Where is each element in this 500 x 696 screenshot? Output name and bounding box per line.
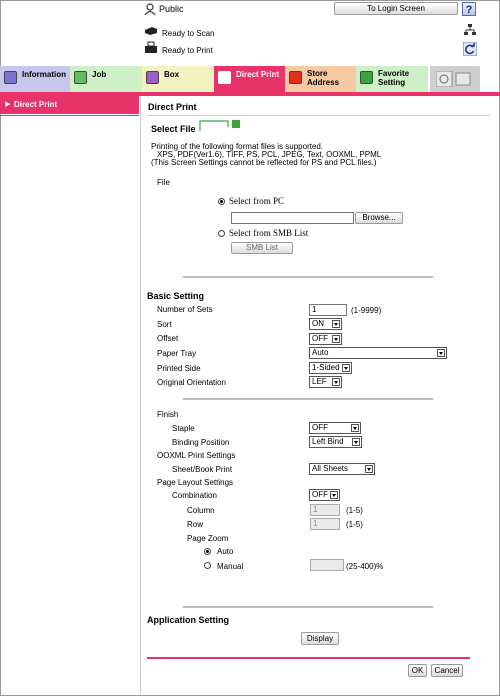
sidebar-arrow-icon: ▶ (5, 101, 11, 108)
select-file-heading: Select File (151, 124, 196, 134)
direct-print-icon (218, 71, 231, 84)
job-icon (74, 71, 87, 84)
column-input[interactable]: 1 (310, 504, 340, 516)
user-icon (144, 3, 156, 15)
sort-label: Sort (157, 320, 172, 329)
zoom-range: (25-400)% (346, 562, 384, 571)
vertical-divider (140, 96, 141, 694)
refresh-icon[interactable] (463, 42, 477, 56)
printed-side-label: Printed Side (157, 364, 201, 373)
device-icons (436, 71, 472, 87)
section-separator (183, 606, 433, 608)
binding-position-label: Binding Position (172, 438, 230, 447)
cancel-button[interactable]: Cancel (431, 664, 463, 677)
sheet-book-print-label: Sheet/Book Print (172, 465, 233, 474)
page-zoom-label: Page Zoom (187, 534, 229, 543)
printer-icon (144, 41, 158, 55)
zoom-manual-radio[interactable] (204, 562, 211, 569)
binding-position-select[interactable]: Left Bind (309, 436, 362, 448)
ok-button[interactable]: OK (408, 664, 427, 677)
basic-setting-heading: Basic Setting (147, 291, 205, 301)
chevron-down-icon (365, 465, 373, 473)
finish-label: Finish (157, 410, 179, 419)
help-button[interactable]: ? (462, 2, 476, 16)
zoom-auto-label: Auto (217, 547, 234, 556)
zoom-manual-input[interactable] (310, 559, 344, 571)
select-from-smb-label: Select from SMB List (229, 228, 309, 238)
chevron-down-icon (352, 438, 360, 446)
zoom-auto-radio[interactable] (204, 548, 211, 555)
chevron-down-icon (351, 424, 359, 432)
offset-label: Offset (157, 334, 179, 343)
ooxml-settings-label: OOXML Print Settings (157, 451, 236, 460)
column-label: Column (187, 506, 215, 515)
select-file-graphic (198, 117, 244, 133)
section-separator (183, 276, 433, 278)
network-icon[interactable] (464, 24, 476, 36)
original-orientation-label: Original Orientation (157, 378, 226, 387)
number-of-sets-label: Number of Sets (157, 305, 213, 314)
select-from-pc-label: Select from PC (229, 196, 284, 206)
original-orientation-select[interactable]: LEF (309, 376, 342, 388)
user-name: Public (159, 4, 184, 14)
tab-information[interactable]: Information (0, 66, 70, 92)
application-setting-heading: Application Setting (147, 615, 229, 625)
tab-direct-print[interactable]: Direct Print (214, 66, 285, 92)
section-separator (183, 398, 433, 400)
scanner-icon (144, 26, 158, 36)
combination-label: Combination (172, 491, 217, 500)
chevron-down-icon (342, 364, 350, 372)
select-from-smb-radio[interactable] (218, 230, 225, 237)
staple-label: Staple (172, 424, 195, 433)
row-input[interactable]: 1 (310, 518, 340, 530)
number-of-sets-range: (1-9999) (351, 306, 382, 315)
scan-status: Ready to Scan (162, 29, 215, 38)
column-range: (1-5) (346, 506, 363, 515)
row-range: (1-5) (346, 520, 363, 529)
zoom-manual-label: Manual (217, 562, 244, 571)
staple-select[interactable]: OFF (309, 422, 361, 434)
favorite-setting-icon (360, 71, 373, 84)
sort-select[interactable]: ON (309, 318, 342, 330)
smb-list-button[interactable]: SMB List (231, 242, 293, 254)
chevron-down-icon (332, 320, 340, 328)
format-desc-line2: XPS, PDF(Ver1.6), TIFF, PS, PCL, JPEG, Text, OOXML, PPML (157, 150, 382, 159)
row-label: Row (187, 520, 204, 529)
sidebar-divider (0, 115, 139, 116)
combination-select[interactable]: OFF (309, 489, 340, 501)
file-path-input[interactable] (231, 212, 354, 224)
number-of-sets-input[interactable]: 1 (309, 304, 347, 316)
display-button[interactable]: Display (301, 632, 339, 645)
to-login-screen-button[interactable]: To Login Screen (334, 2, 458, 15)
browse-button[interactable]: Browse... (355, 212, 403, 224)
tab-job[interactable]: Job (70, 66, 142, 92)
format-desc-line3: (This Screen Settings cannot be reflected for PS and PCL files.) (151, 158, 377, 167)
tab-box[interactable]: Box (142, 66, 214, 92)
store-address-icon (289, 71, 302, 84)
page-layout-label: Page Layout Settings (157, 478, 234, 487)
paper-tray-label: Paper Tray (157, 349, 197, 358)
title-divider (147, 115, 490, 116)
format-desc-line1: Printing of the following format files is supported. (151, 142, 324, 151)
tab-extra[interactable] (430, 66, 480, 92)
file-label: File (157, 178, 170, 187)
select-from-pc-radio[interactable] (218, 198, 225, 205)
sheet-book-print-select[interactable]: All Sheets (309, 463, 375, 475)
information-icon (4, 71, 17, 84)
printed-side-select[interactable]: 1-Sided (309, 362, 352, 374)
chevron-down-icon (330, 491, 338, 499)
paper-tray-select[interactable]: Auto (309, 347, 447, 359)
tab-favorite-setting[interactable]: Favorite Setting (356, 66, 428, 92)
chevron-down-icon (332, 378, 340, 386)
box-icon (146, 71, 159, 84)
chevron-down-icon (437, 349, 445, 357)
sidebar-item-direct-print[interactable]: ▶ Direct Print (0, 96, 139, 114)
tab-store-address[interactable]: Store Address (285, 66, 356, 92)
chevron-down-icon (332, 335, 340, 343)
footer-divider (147, 657, 470, 659)
offset-select[interactable]: OFF (309, 333, 342, 345)
page-title: Direct Print (148, 102, 197, 112)
print-status: Ready to Print (162, 46, 213, 55)
